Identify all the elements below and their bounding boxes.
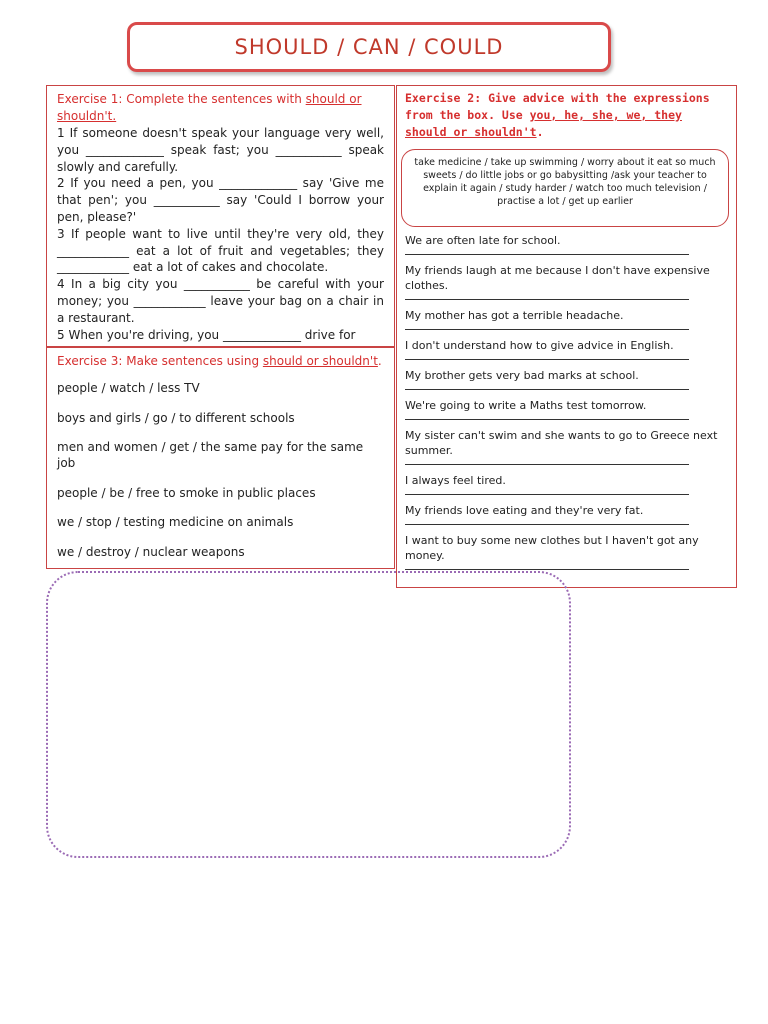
exercise-3-item: men and women / get / the same pay for the same job: [57, 440, 364, 470]
answer-line[interactable]: [405, 569, 689, 570]
advice-prompt: I don't understand how to give advice in English.: [405, 339, 674, 352]
page-title: SHOULD / CAN / COULD: [234, 35, 504, 59]
answer-line[interactable]: [405, 524, 689, 525]
expressions-box: take medicine / take up swimming / worry about it eat so much sweets / do little jobs or go babysitting /ask your teacher to explain it again / study harder / watch too much television / practise a lot / get up earlier: [401, 149, 729, 227]
exercise-1-sentence: 1 If someone doesn't speak your language very well, you _____________ speak fast; you ___________ speak slowly and carefully.: [57, 126, 384, 174]
advice-prompt: We're going to write a Maths test tomorrow.: [405, 399, 647, 412]
advice-prompt: My friends laugh at me because I don't have expensive clothes.: [405, 264, 710, 292]
exercise-1-box: [46, 85, 395, 347]
exercise-3-item: we / stop / testing medicine on animals: [57, 515, 294, 529]
advice-prompt: My friends love eating and they're very fat.: [405, 504, 644, 517]
answer-line[interactable]: [405, 464, 689, 465]
advice-prompt: My mother has got a terrible headache.: [405, 309, 624, 322]
advice-prompt: We are often late for school.: [405, 234, 561, 247]
answer-line[interactable]: [405, 254, 689, 255]
exercise-3-item: people / be / free to smoke in public places: [57, 485, 316, 500]
exercise-2-heading: Exercise 2: Give advice with the expressions from the box. Use you, he, she, we, they should or shouldn't.: [405, 91, 710, 139]
exercise-2-box: [396, 85, 737, 588]
answer-line[interactable]: [405, 419, 689, 420]
advice-prompt: My sister can't swim and she wants to go to Greece next summer.: [405, 429, 718, 457]
exercise-3-item: we / destroy / nuclear weapons: [57, 544, 245, 559]
exercise-1-sentence: 2 If you need a pen, you _____________ say 'Give me that pen'; you ___________ say 'Could I borrow your pen, please?': [57, 176, 384, 224]
exercise-1-sentence: 4 In a big city you ___________ be careful with your money; you ____________ leave your bag on a chair in a restaurant.: [57, 277, 384, 325]
exercise-3-item: people / watch / less TV: [57, 381, 200, 395]
advice-prompt: I want to buy some new clothes but I haven't got any money.: [405, 534, 699, 562]
answer-line[interactable]: [405, 299, 689, 300]
exercise-3-heading: Exercise 3: Make sentences using should or shouldn't.: [57, 354, 382, 368]
answer-line[interactable]: [405, 494, 689, 495]
exercise-1-sentence: 3 If people want to live until they're very old, they ____________ eat a lot of fruit and vegetables; they ____________ eat a lot of cakes and chocolate.: [57, 226, 384, 275]
answer-line[interactable]: [405, 359, 689, 360]
blank-writing-area[interactable]: [46, 571, 571, 858]
exercise-3-item: boys and girls / go / to different schools: [57, 410, 295, 425]
advice-prompt: I always feel tired.: [405, 474, 506, 487]
exercise-1-sentence: 5 When you're driving, you _____________ drive for: [57, 327, 356, 342]
advice-prompt: My brother gets very bad marks at school.: [405, 369, 639, 382]
answer-line[interactable]: [405, 389, 689, 390]
title-box: [127, 22, 611, 72]
exercise-1-heading: Exercise 1: Complete the sentences with should or shouldn't.: [57, 92, 362, 123]
exercise-3-box: [46, 347, 395, 569]
answer-line[interactable]: [405, 329, 689, 330]
